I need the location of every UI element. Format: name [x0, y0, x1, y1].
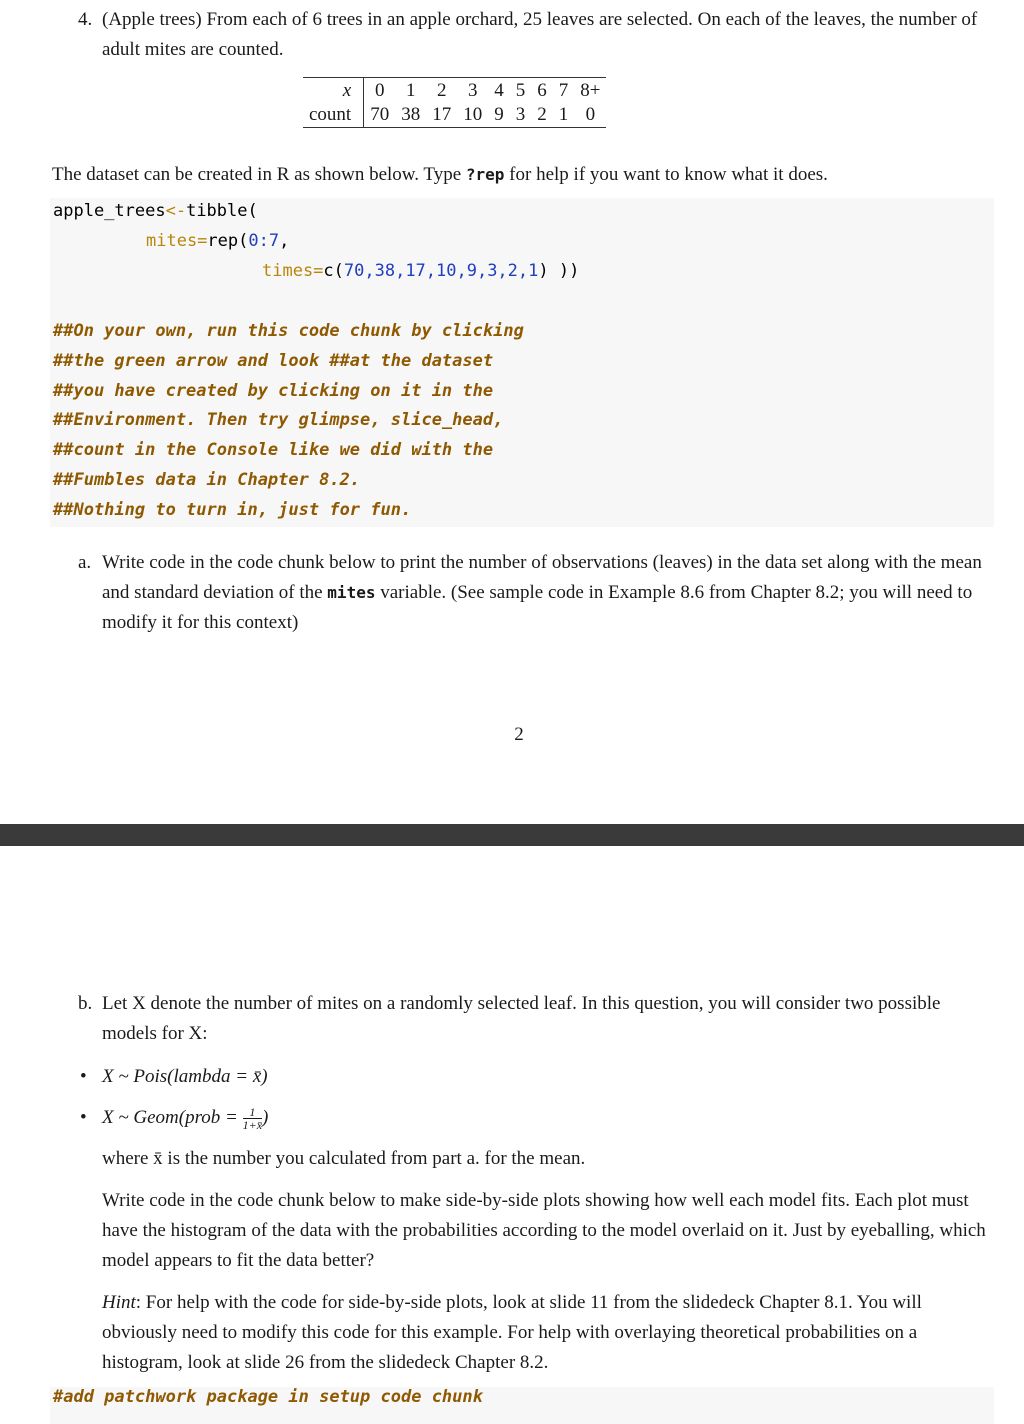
intro-text: The dataset can be created in R as shown below. Type [52, 164, 466, 185]
model-poisson: X ~ Pois(lambda = x̄) [102, 1066, 268, 1087]
code-comment: ##count in the Console like we did with the [53, 440, 494, 460]
table-cell: 0 [374, 80, 385, 101]
inline-code: ?rep [465, 165, 505, 184]
table-row-x [303, 78, 606, 104]
code-comment: ##Nothing to turn in, just for fun. [53, 500, 412, 520]
inline-code: mites [327, 583, 376, 602]
question-text: (Apple trees) From each of 6 trees in an apple orchard, 25 leaves are selected. On each of the leaves, the number of adult mites are counted. [102, 9, 978, 60]
where-text: where x̄ is the number you calculated from part a. for the mean. [102, 1148, 586, 1169]
code-comment: ##Environment. Then try glimpse, slice_head, [53, 410, 504, 430]
code-comment: ##you have created by clicking on it in the [53, 381, 494, 401]
code-line: times=c(70,38,17,10,9,3,2,1) )) [262, 261, 580, 281]
table-cell: 7 [558, 80, 569, 101]
table-row-count [303, 103, 606, 128]
table-cell: 1 [405, 80, 416, 101]
table-cell: 10 [463, 104, 483, 125]
bullet-icon: • [80, 1107, 87, 1128]
code-comment: ##On your own, run this code chunk by clicking [53, 321, 524, 341]
page-number: 2 [514, 724, 524, 745]
part-b-label: b. [78, 993, 93, 1014]
code-comment: #add patchwork package in setup code chunk [53, 1387, 483, 1407]
part-b-text: Let X denote the number of mites on a randomly selected leaf. In this question, you will consider two possible models for X: [102, 993, 941, 1044]
table-cell: 9 [494, 104, 504, 125]
part-a-label: a. [78, 552, 92, 573]
table-cell: 2 [436, 80, 447, 101]
table-cell: 1 [558, 104, 569, 125]
part-a-text: Write code in the code chunk below to print the number of observations (leaves) in the data set along with the mean and standard deviation of the mites variable. (See sample code in Example 8.6 from Chapter 8.2; you will need to modify it for this context) [102, 552, 982, 633]
table-cell: 3 [467, 80, 478, 101]
question-number: 4. [78, 9, 93, 30]
code-chunk-2[interactable] [50, 1387, 994, 1424]
dataset-intro [52, 160, 828, 190]
table-cell: 5 [515, 80, 526, 101]
hint-text: Hint: For help with the code for side-by-side plots, look at slide 11 from the slidedeck Chapter 8.1. You will obviously need to modify this code for this example. For help with overlaying theoretical probabilities on a histogram, look at slide 26 from the slidedeck Chapter 8.2. [102, 1292, 922, 1373]
table-cell: 3 [515, 104, 526, 125]
page-divider [0, 824, 1024, 846]
row-label-count: count [303, 103, 364, 128]
intro-text: for help if you want to know what it does. [504, 164, 828, 185]
row-label-x: x [303, 78, 364, 104]
code-line: mites=rep(0:7, [146, 231, 290, 251]
instructions-text: Write code in the code chunk below to make side-by-side plots showing how well each model fits. Each plot must have the histogram of the data with the probabilities according to the model overlaid on it. Just by eyeballing, which model appears to fit the data better? [102, 1190, 986, 1271]
model-geometric: X ~ Geom(prob = $\frac{1}{1+x̄}$ ) [102, 1105, 269, 1133]
table-cell: 6 [537, 80, 547, 101]
code-chunk[interactable] [50, 198, 994, 527]
code-comment: ##the green arrow and look ##at the dataset [53, 351, 494, 371]
question-4 [78, 5, 1008, 65]
code-line: apple_trees<-tibble( [53, 201, 258, 221]
table-cell: 17 [432, 104, 452, 125]
table-cell: 38 [401, 104, 421, 125]
table-cell: 70 [370, 104, 390, 125]
table-cell: 0 [585, 104, 596, 125]
table-cell: 8+ [580, 80, 601, 101]
part-b [78, 989, 993, 1049]
bullet-icon: • [80, 1066, 87, 1087]
hint-label: Hint [102, 1292, 136, 1313]
part-a [78, 548, 993, 638]
table-cell: 2 [537, 104, 547, 125]
mite-count-table [303, 77, 606, 128]
fraction: $\frac{1}{1+x̄}$ [242, 1105, 263, 1133]
code-comment: ##Fumbles data in Chapter 8.2. [53, 470, 361, 490]
table-cell: 4 [494, 80, 504, 101]
